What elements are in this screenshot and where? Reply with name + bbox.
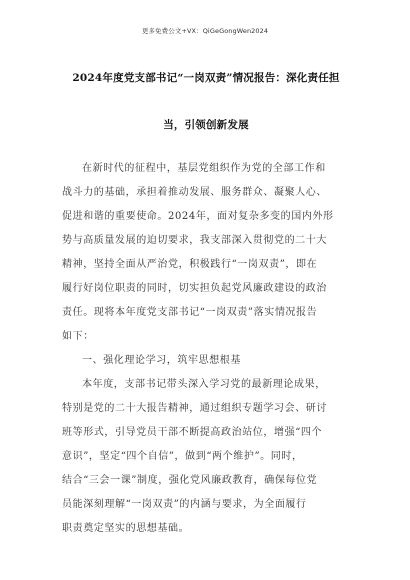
paragraph-1-line-2: 战斗力的基础，承担着推动发展、服务群众、凝聚人心、 <box>62 187 327 198</box>
paragraph-1-line-3: 促进和谐的重要使命。2024年，面对复杂多变的国内外形 <box>62 211 334 222</box>
paragraph-1-line-8: 如下： <box>62 331 94 342</box>
paragraph-2-line-4: 意识”，坚定“四个自信”，做到“两个维护”。同时， <box>62 451 303 462</box>
paragraph-2-line-5: 结合“三会一课”制度，强化党风廉政教育，确保每位党 <box>62 475 318 486</box>
paragraph-1-line-7: 责任。现将本年度党支部书记“一岗双责”落实情况报告 <box>62 307 318 318</box>
paragraph-2-line-6: 员能深刻理解“一岗双责”的内涵与要求，为全面履行 <box>62 499 307 510</box>
paragraph-1-line-6: 履行好岗位职责的同时，切实担负起党风廉政建设的政治 <box>62 283 327 294</box>
paragraph-2-line-1: 本年度，支部书记带头深入学习党的最新理论成果， <box>82 379 326 390</box>
section-heading-1: 一、强化理论学习，筑牢思想根基 <box>82 355 241 366</box>
paragraph-1-line-5: 精神，坚持全面从严治党，积极践行“一岗双责”，即在 <box>62 259 318 270</box>
header-note: 更多免费公文+VX：QiGeGongWen2024 <box>141 27 269 35</box>
paragraph-2-line-7: 职责奠定坚实的思想基础。 <box>62 523 190 534</box>
paragraph-2-line-2: 特别是党的二十大报告精神，通过组织专题学习会、研讨 <box>62 403 327 414</box>
paragraph-2-line-3: 班等形式，引导党员干部不断提高政治站位，增强“四个 <box>62 427 323 438</box>
paragraph-1-line-4: 势与高质量发展的迫切要求，我支部深入贯彻党的二十大 <box>62 235 327 246</box>
document-title-line-1: 2024年度党支部书记“一岗双责”情况报告：深化责任担 <box>72 72 340 84</box>
paragraph-1-line-1: 在新时代的征程中，基层党组织作为党的全部工作和 <box>82 163 326 174</box>
document-title-line-2: 当，引领创新发展 <box>163 119 249 131</box>
